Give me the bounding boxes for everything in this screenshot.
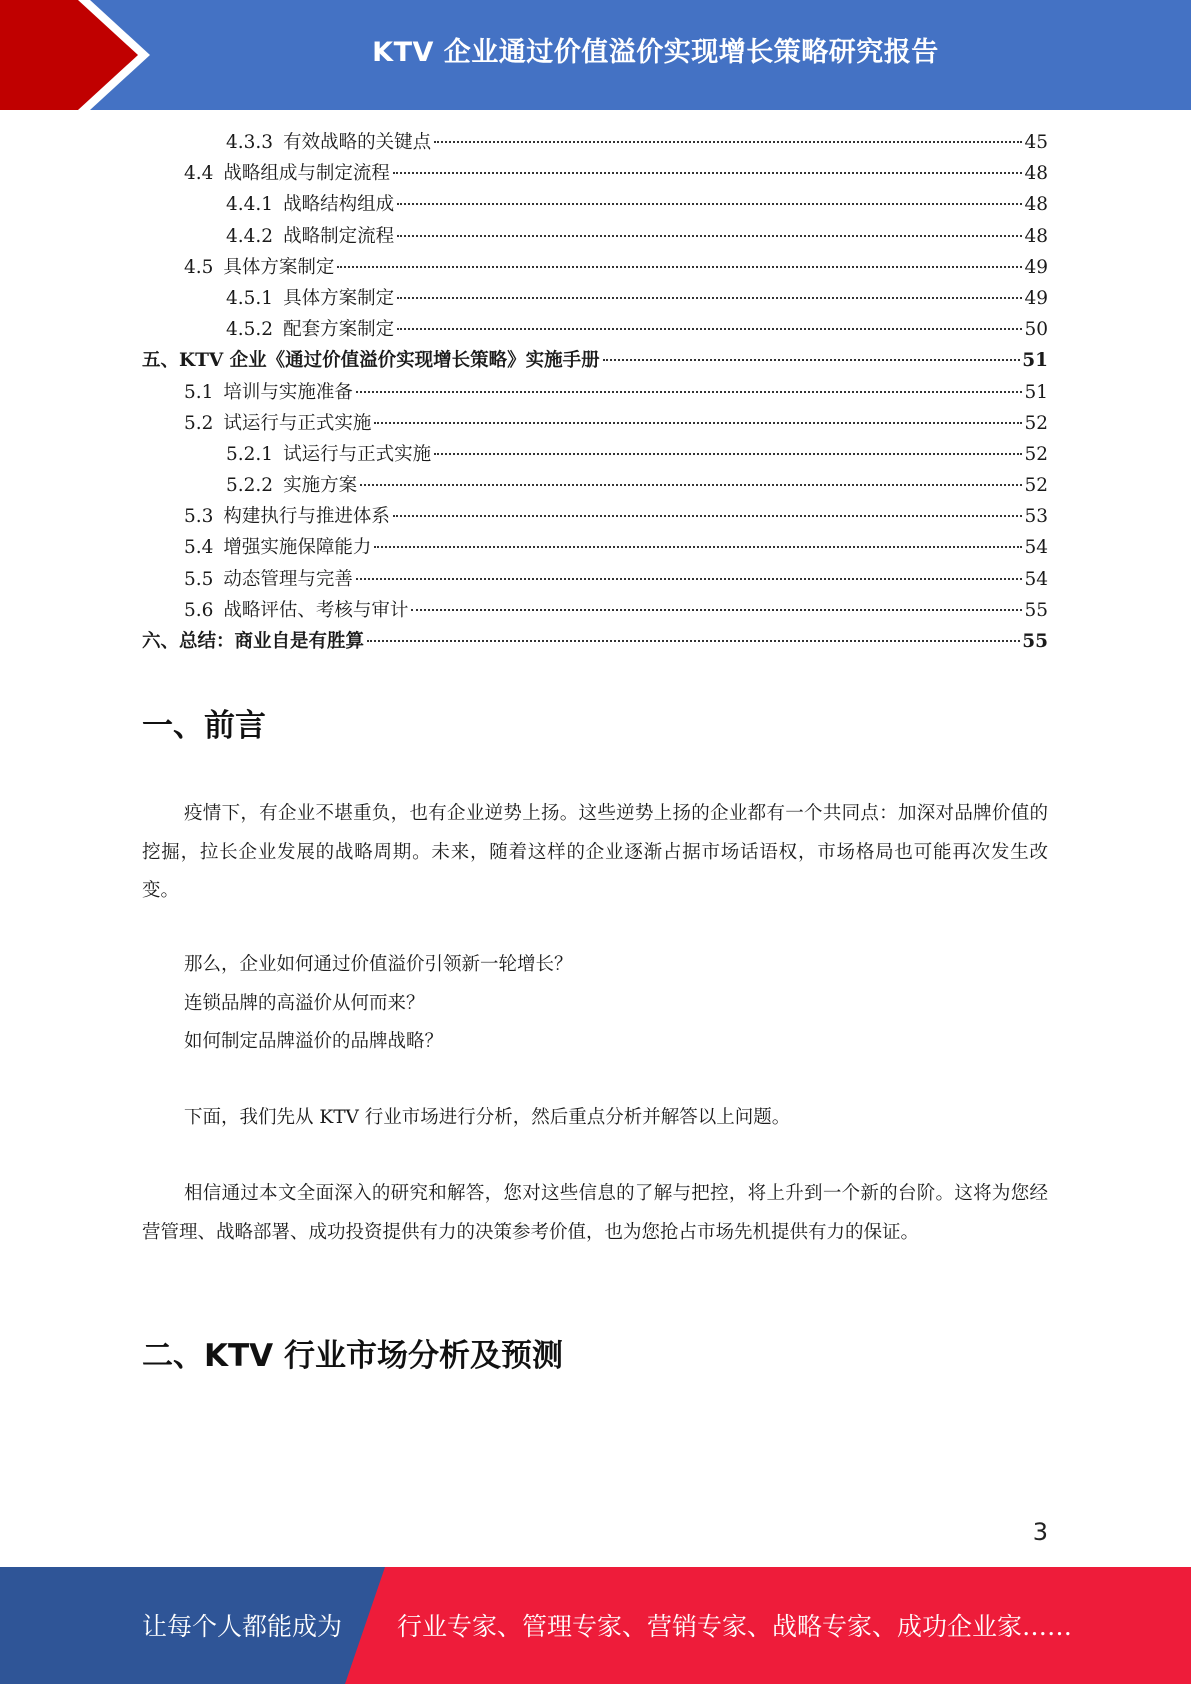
toc-entry-number: 4.5 <box>184 256 214 278</box>
toc-entry-number: 5.2 <box>184 412 214 434</box>
toc-entry[interactable] <box>142 501 1048 532</box>
toc-page-number: 52 <box>1024 475 1048 497</box>
toc-dot-leader <box>411 609 1022 611</box>
question-item: 那么，企业如何通过价值溢价引领新一轮增长？ <box>184 954 573 975</box>
toc-entry-number: 4.4.1 <box>226 194 274 216</box>
toc-entry-title: 配套方案制定 <box>283 319 395 341</box>
page-header <box>0 0 1191 110</box>
toc-entry-number: 5.4 <box>184 537 214 559</box>
toc-entry-number: 4.5.1 <box>226 287 274 309</box>
toc-entry-number: 4.4 <box>184 163 214 185</box>
toc-entry[interactable] <box>142 595 1048 626</box>
section-heading-market: 二、KTV 行业市场分析及预测 <box>142 1338 563 1374</box>
toc-dot-leader <box>337 266 1022 268</box>
chevron-shape <box>0 0 138 110</box>
intro-paragraph-1 <box>142 795 1048 911</box>
toc-entry-number: 5.2.1 <box>226 443 274 465</box>
toc-dot-leader <box>374 546 1022 548</box>
toc-page-number: 49 <box>1024 256 1048 278</box>
toc-entry[interactable] <box>142 221 1048 252</box>
toc-entry[interactable] <box>142 470 1048 501</box>
toc-entry-number: 六、 <box>142 631 180 652</box>
toc-page-number: 52 <box>1024 412 1048 434</box>
toc-entry-number: 5.1 <box>184 381 214 403</box>
toc-entry-title: 战略评估、考核与审计 <box>223 599 409 621</box>
toc-entry[interactable] <box>142 189 1048 220</box>
question-list <box>142 946 1048 1062</box>
toc-page-number: 48 <box>1024 225 1048 247</box>
footer-slogan-left: 让每个人都能成为 <box>142 1612 343 1641</box>
table-of-contents <box>142 127 1048 657</box>
toc-entry[interactable] <box>142 564 1048 595</box>
toc-entry[interactable] <box>142 532 1048 563</box>
toc-page-number: 51 <box>1024 381 1048 403</box>
paragraph-text: 下面，我们先从 KTV 行业市场进行分析，然后重点分析并解答以上问题。 <box>184 1107 791 1128</box>
intro-paragraph-3 <box>142 1175 1048 1252</box>
toc-page-number: 51 <box>1022 350 1048 372</box>
toc-entry[interactable] <box>142 283 1048 314</box>
toc-dot-leader <box>397 297 1022 299</box>
toc-dot-leader <box>603 359 1021 361</box>
question-item: 如何制定品牌溢价的品牌战略？ <box>184 1031 444 1052</box>
red-chevron-decoration <box>0 0 160 110</box>
toc-entry-number: 5.3 <box>184 506 214 528</box>
footer-slogan-right: 行业专家、管理专家、营销专家、战略专家、成功企业家…… <box>397 1612 1073 1641</box>
toc-page-number: 55 <box>1022 631 1048 652</box>
toc-entry-title: 战略组成与制定流程 <box>223 163 390 185</box>
toc-entry-title: 试运行与正式实施 <box>283 443 432 465</box>
toc-entry-title: 具体方案制定 <box>223 256 335 278</box>
toc-entry[interactable] <box>142 377 1048 408</box>
toc-entry[interactable] <box>142 626 1048 657</box>
toc-page-number: 54 <box>1024 568 1048 590</box>
toc-entry-number: 五、 <box>142 350 180 372</box>
toc-entry-title: 战略结构组成 <box>283 194 395 216</box>
toc-entry-number: 5.6 <box>184 599 214 621</box>
toc-page-number: 54 <box>1024 537 1048 559</box>
toc-entry-title: 动态管理与完善 <box>223 568 353 590</box>
toc-entry-title: 实施方案 <box>283 475 358 497</box>
toc-page-number: 49 <box>1024 287 1048 309</box>
report-title: KTV 企业通过价值溢价实现增长策略研究报告 <box>372 37 939 68</box>
toc-entry[interactable] <box>142 314 1048 345</box>
toc-dot-leader <box>356 578 1023 580</box>
toc-entry-number: 4.5.2 <box>226 319 274 341</box>
toc-dot-leader <box>397 203 1022 205</box>
page-footer <box>0 1567 1191 1684</box>
toc-page-number: 45 <box>1024 132 1048 153</box>
toc-page-number: 55 <box>1024 599 1048 621</box>
toc-dot-leader <box>393 515 1023 517</box>
toc-page-number: 48 <box>1024 194 1048 216</box>
toc-dot-leader <box>434 453 1022 455</box>
toc-entry-number: 5.2.2 <box>226 475 274 497</box>
toc-page-number: 48 <box>1024 163 1048 185</box>
toc-dot-leader <box>397 235 1022 237</box>
toc-dot-leader <box>397 328 1022 330</box>
toc-page-number: 52 <box>1024 443 1048 465</box>
toc-entry-title: 试运行与正式实施 <box>223 412 372 434</box>
toc-entry-title: 培训与实施准备 <box>223 381 353 403</box>
intro-paragraph-2 <box>142 1099 1048 1138</box>
toc-entry[interactable] <box>142 439 1048 470</box>
toc-dot-leader <box>434 141 1022 143</box>
toc-entry-title: 总结：商业自是有胜算 <box>179 631 365 652</box>
toc-entry-title: 有效战略的关键点 <box>283 132 432 153</box>
toc-page-number: 50 <box>1024 319 1048 341</box>
toc-entry-title: 具体方案制定 <box>283 287 395 309</box>
toc-entry-title: KTV 企业《通过价值溢价实现增长策略》实施手册 <box>179 350 600 372</box>
paragraph-text: 疫情下，有企业不堪重负，也有企业逆势上扬。这些逆势上扬的企业都有一个共同点：加深对品牌价值的挖掘，拉长企业发展的战略周期。未来，随着这样的企业逐渐占据市场话语权，市场格局也可能再次发生改变。 <box>142 803 1048 901</box>
toc-entry[interactable] <box>142 345 1048 376</box>
toc-dot-leader <box>360 484 1022 486</box>
toc-entry-title: 构建执行与推进体系 <box>223 506 390 528</box>
toc-entry-number: 4.3.3 <box>226 132 274 153</box>
toc-dot-leader <box>393 172 1023 174</box>
toc-page-number: 53 <box>1024 506 1048 528</box>
paragraph-text: 相信通过本文全面深入的研究和解答，您对这些信息的了解与把控，将上升到一个新的台阶。这将为您经营管理、战略部署、成功投资提供有力的决策参考价值，也为您抢占市场先机提供有力的保证。 <box>142 1183 1048 1243</box>
section-heading-intro: 一、前言 <box>142 708 266 744</box>
toc-dot-leader <box>367 640 1020 642</box>
question-item: 连锁品牌的高溢价从何而来？ <box>184 992 425 1014</box>
toc-entry-number: 4.4.2 <box>226 225 274 247</box>
toc-entry[interactable] <box>142 252 1048 283</box>
toc-entry-number: 5.5 <box>184 568 214 590</box>
toc-entry-title: 战略制定流程 <box>283 225 395 247</box>
toc-entry[interactable] <box>142 158 1048 189</box>
toc-entry[interactable] <box>142 408 1048 439</box>
toc-entry[interactable] <box>142 127 1048 158</box>
toc-dot-leader <box>356 391 1023 393</box>
page-number: 3 <box>1032 1518 1048 1546</box>
toc-dot-leader <box>374 422 1022 424</box>
toc-entry-title: 增强实施保障能力 <box>223 537 372 559</box>
